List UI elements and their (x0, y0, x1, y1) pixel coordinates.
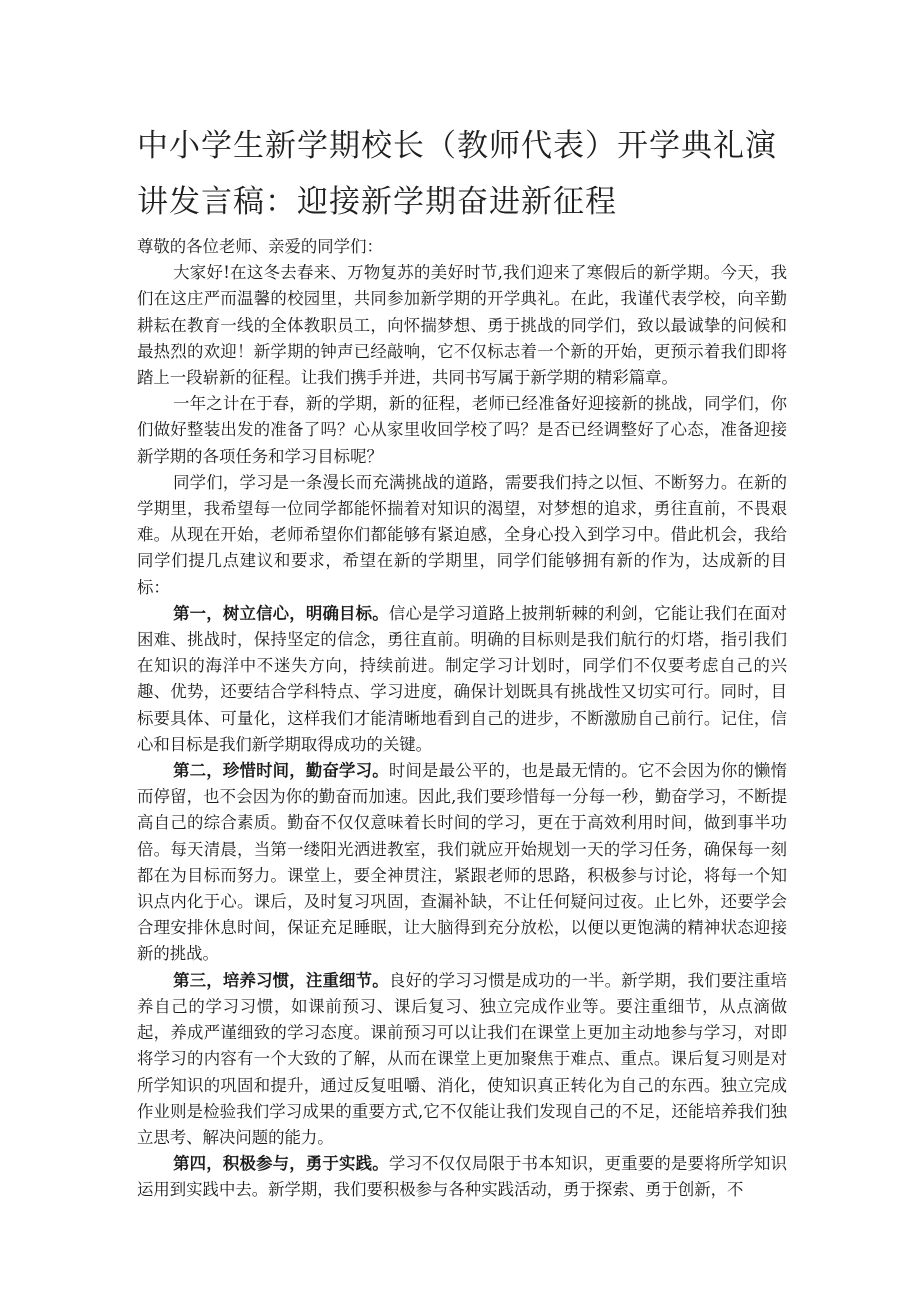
paragraph-6-heading: 第三，培养习惯，注重细节。 (173, 970, 389, 990)
paragraph-7 (137, 1151, 787, 1203)
paragraph-4-text: 信心是学习道路上披荆斩棘的利剑，它能让我们在面对困难、挑战时，保持坚定的信念，勇往直前。明确的目标则是我们航行的灯塔，指引我们在知识的海洋中不迷失方向，持续前进。制定学习计划时，同学们不仅要考虑自己的兴趣、优势，还要结合学科特点、学习进度，确保计划既具有挑战性又切实可行。同时，目标要具体、可量化，这样我们才能清晰地看到自己的进步，不断激励自己前行。记住，信心和目标是我们新学期取得成功的关键。 (137, 603, 788, 754)
paragraph-4 (137, 601, 787, 758)
paragraph-1-text: 大家好!在这冬去春来、万物复苏的美好时节,我们迎来了寒假后的新学期。今天，我们在这庄严而温馨的校园里，共同参加新学期的开学典礼。在此，我谨代表学校，向辛勤耕耘在教育一线的全体教职员工，向怀揣梦想、勇于挑战的同学们，致以最诚挚的问候和最热烈的欢迎！新学期的钟声已经敲响，它不仅标志着一个新的开始，更预示着我们即将踏上一段崭新的征程。让我们携手并进，共同书写属于新学期的精彩篇章。 (137, 263, 787, 388)
paragraph-5-text: 时间是最公平的，也是最无情的。它不会因为你的懒惰而停留，也不会因为你的勤奋而加速。因此,我们要珍惜每一分每一秒，勤奋学习，不断提高自己的综合素质。勤奋不仅仅意味着长时间的学习，更在于高效利用时间，做到事半功倍。每天清晨，当第一缕阳光洒进教室，我们就应开始规划一天的学习任务，确保每一刻都在为目标而努力。课堂上，要全神贯注，紧跟老师的思路，积极参与讨论，将每一个知识点内化于心。课后，及时复习巩固，查漏补缺，不让任何疑问过夜。止匕外，还要学会合理安排休息时间，保证充足睡眠，让大脑得到充分放松，以便以更饱满的精神状态迎接新的挑战。 (137, 761, 788, 964)
document-title: 中小学生新学期校长（教师代表）开学典礼演讲发言稿：迎接新学期奋进新征程 (137, 128, 777, 220)
paragraph-5-heading: 第二，珍惜时间，勤奋学习。 (173, 761, 389, 781)
paragraph-7-heading: 第四，积极参与，勇于实践。 (173, 1154, 389, 1174)
paragraph-6-text: 良好的学习习惯是成功的一半。新学期，我们要注重培养自己的学习习惯，如课前预习、课后复习、独立完成作业等。要注重细节，从点滴做起，养成严谨细致的学习态度。课前预习可以让我们在课堂上更加主动地参与学习，对即将学习的内容有一个大致的了解，从而在课堂上更加聚焦于难点、重点。课后复习则是对所学知识的巩固和提升，通过反复咀嚼、消化，使知识真正转化为自己的东西。独立完成作业则是检验我们学习成果的重要方式,它不仅能让我们发现自己的不足，还能培养我们独立思考、解决问题的能力。 (137, 970, 788, 1147)
salutation: 尊敬的各位老师、亲爱的同学们： (137, 237, 383, 256)
paragraph-5 (137, 758, 787, 968)
paragraph-4-heading: 第一，树立信心，明确目标。 (173, 603, 389, 623)
paragraph-3-text: 同学们，学习是一条漫长而充满挑战的道路，需要我们持之以恒、不断努力。在新的学期里，我希望每一位同学都能怀揣着对知识的渴望，对梦想的追求，勇往直前，不畏艰难。从现在开始，老师希望你们都能够有紧迫感，全身心投入到学习中。借此机会，我给同学们提几点建议和要求，希望在新的学期里，同学们能够拥有新的作为，达成新的目标： (137, 472, 787, 597)
paragraph-2 (137, 391, 787, 470)
paragraph-3 (137, 470, 787, 601)
document-body (137, 234, 787, 1204)
paragraph-1 (137, 260, 787, 391)
paragraph-2-text: 一年之计在于春，新的学期，新的征程，老师已经准备好迎接新的挑战，同学们，你们做好整装出发的准备了吗？心从家里收回学校了吗？是否已经调整好了心态，准备迎接新学期的各项任务和学习目标呢？ (137, 394, 787, 466)
paragraph-7-text: 学习不仅仅局限于书本知识，更重要的是要将所学知识运用到实践中去。新学期，我们要积极参与各种实践活动，勇于探索、勇于创新，不 (137, 1154, 788, 1200)
paragraph-6 (137, 968, 787, 1151)
